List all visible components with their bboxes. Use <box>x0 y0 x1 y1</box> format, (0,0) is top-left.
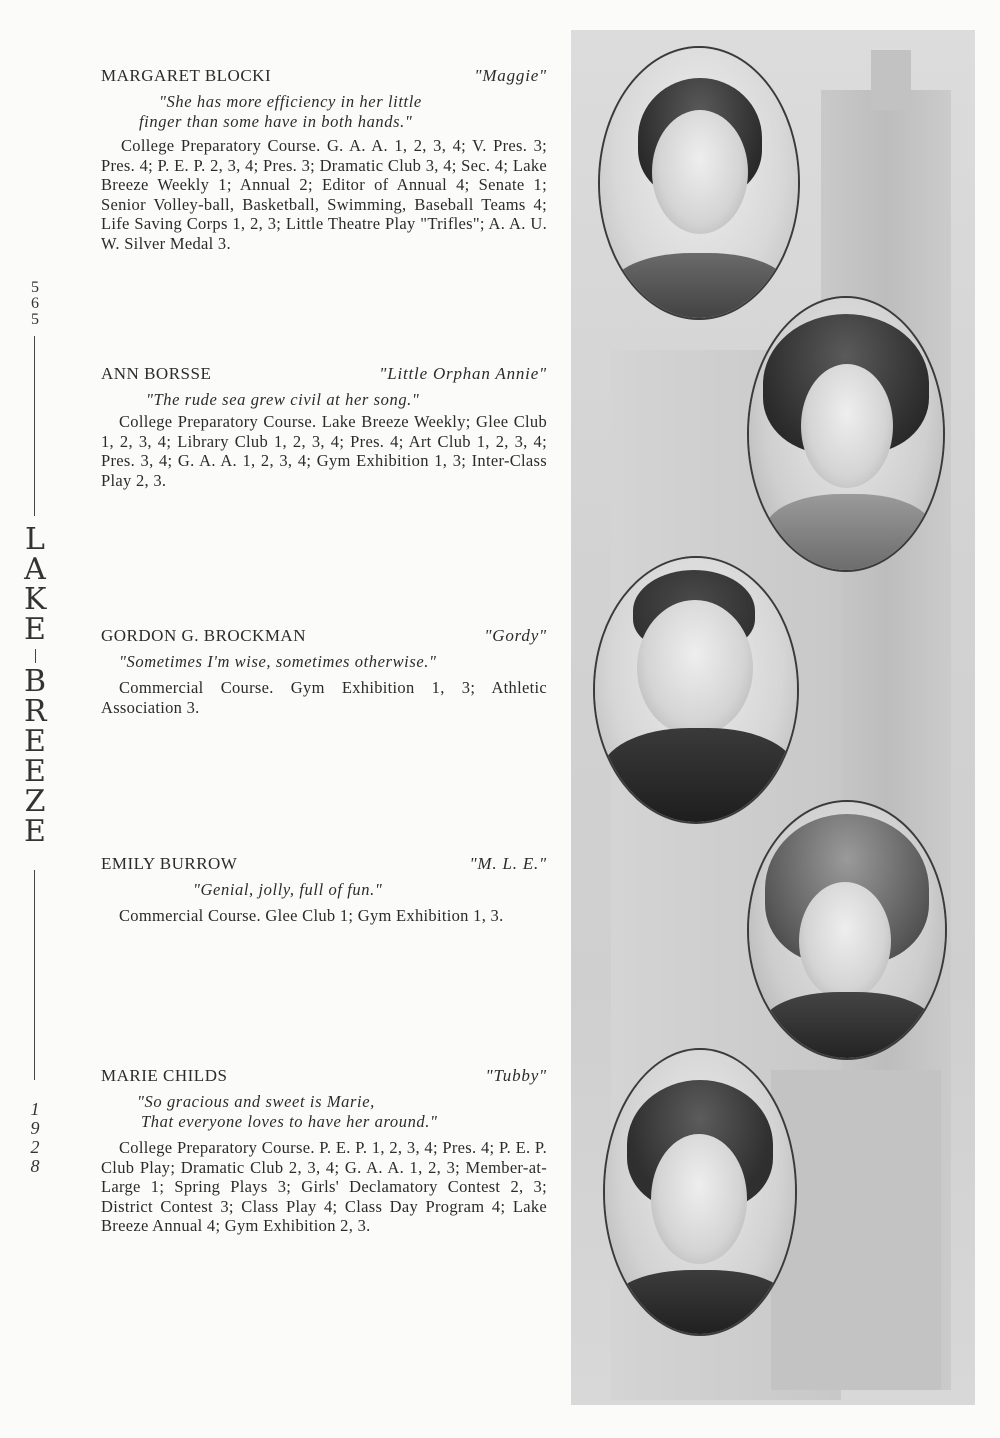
student-name: MARIE CHILDS <box>101 1066 228 1085</box>
title-letter: R <box>24 694 47 729</box>
year-digit: 9 <box>30 1118 40 1138</box>
student-entry <box>101 1066 547 1236</box>
year-digit: 8 <box>30 1156 40 1176</box>
student-quote <box>101 92 547 132</box>
entry-header <box>101 1066 547 1088</box>
year-digit: 2 <box>30 1137 40 1157</box>
student-entry <box>101 66 547 254</box>
entry-header <box>101 364 547 386</box>
portrait-photo <box>593 556 799 824</box>
tower-spire <box>871 50 911 110</box>
student-quote <box>101 652 547 672</box>
student-name: MARGARET BLOCKI <box>101 66 272 85</box>
page-digit: 6 <box>31 295 39 312</box>
title-letter: E <box>24 724 46 759</box>
student-nickname: "Tubby" <box>485 1066 547 1085</box>
portrait-photo <box>747 800 947 1060</box>
doorway-illustration <box>771 1070 941 1390</box>
divider-line <box>34 336 35 516</box>
title-letter: E <box>24 814 46 849</box>
student-quote <box>101 1092 547 1132</box>
quote-line: "The rude sea grew civil at her song." <box>146 390 420 409</box>
title-separator <box>35 649 36 663</box>
student-entry <box>101 626 547 717</box>
title-letter: B <box>24 664 47 699</box>
title-letter: A <box>24 552 46 587</box>
quote-line: "So gracious and sweet is Marie, <box>137 1092 375 1111</box>
side-decoration <box>24 280 46 1180</box>
year-digit: 1 <box>30 1099 40 1119</box>
page-digit: 5 <box>31 311 39 328</box>
divider-line <box>34 870 35 1080</box>
quote-line: finger than some have in both hands." <box>139 112 413 131</box>
student-activities: Commercial Course. Glee Club 1; Gym Exhibition 1, 3. <box>119 906 504 925</box>
page-digit: 5 <box>31 279 39 296</box>
photo-strip <box>571 30 975 1405</box>
student-quote <box>101 880 547 900</box>
title-letter: E <box>24 612 46 647</box>
year-label <box>24 1100 46 1176</box>
title-letter: L <box>25 522 45 557</box>
student-nickname: "Maggie" <box>474 66 547 85</box>
student-entry <box>101 364 547 490</box>
title-letter: E <box>24 754 46 789</box>
portrait-photo <box>598 46 800 320</box>
portrait-photo <box>747 296 945 572</box>
student-quote <box>101 390 547 410</box>
quote-line: "Genial, jolly, full of fun." <box>193 880 383 899</box>
student-nickname: "Little Orphan Annie" <box>379 364 547 383</box>
student-nickname: "Gordy" <box>484 626 547 645</box>
student-name: GORDON G. BROCKMAN <box>101 626 306 645</box>
student-activities: College Preparatory Course. Lake Breeze Weekly; Glee Club 1, 2, 3, 4; Library Club 1, 2, 3, 4; Pres. 4; Art Club 1, 2, 3, 4; Pres. 3, 4; G. A. A. 1, 2, 3, 4; Gym Exhibition 1, 3; Inter-Class Play 2, 3. <box>101 412 547 490</box>
yearbook-title <box>24 522 47 849</box>
portrait-photo <box>603 1048 797 1336</box>
title-letter: K <box>24 582 47 617</box>
student-name: EMILY BURROW <box>101 854 238 873</box>
student-name: ANN BORSSE <box>101 364 212 383</box>
student-entry <box>101 854 547 926</box>
entry-header <box>101 66 547 88</box>
entry-header <box>101 626 547 648</box>
student-activities: Commercial Course. Gym Exhibition 1, 3; Athletic Association 3. <box>101 678 547 717</box>
quote-line: "Sometimes I'm wise, sometimes otherwise." <box>119 652 437 671</box>
student-nickname: "M. L. E." <box>469 854 547 873</box>
title-letter: Z <box>24 784 46 819</box>
student-activities: College Preparatory Course. P. E. P. 1, 2, 3, 4; Pres. 4; P. E. P. Club Play; Dramatic Club 2, 3, 4; G. A. A. 1, 2, 3; Member-at-Large 1; Spring Plays 3; Girls' Declamatory Contest 2, 3; District Contest 3; Class Play 4; Class Day Program 4; Lake Breeze Annual 4; Gym Exhibition 2, 3. <box>101 1138 547 1236</box>
quote-line: "She has more efficiency in her little <box>159 92 422 111</box>
entry-header <box>101 854 547 876</box>
page-number <box>24 280 46 328</box>
quote-line: That everyone loves to have her around." <box>141 1112 438 1131</box>
student-activities: College Preparatory Course. G. A. A. 1, 2, 3, 4; V. Pres. 3; Pres. 4; P. E. P. 2, 3, 4; Pres. 3; Dramatic Club 3, 4; Sec. 4; Lake Breeze Weekly 1; Annual 2; Editor of Annual 4; Senate 1; Senior Volley-ball, Basketball, Swimming, Baseball Teams 4; Life Saving Corps 1, 2, 3; Little Theatre Play "Trifles"; A. A. U. W. Silver Medal 3. <box>101 136 547 253</box>
